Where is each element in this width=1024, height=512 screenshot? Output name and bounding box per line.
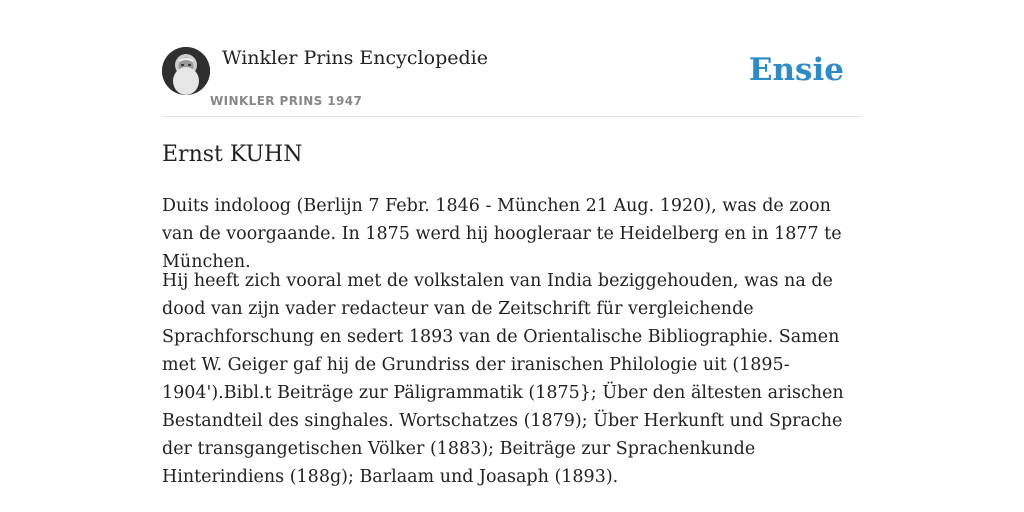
source-title[interactable]: Winkler Prins Encyclopedie (222, 47, 488, 69)
brand-logo[interactable]: Ensie (748, 52, 844, 88)
source-edition: WINKLER PRINS 1947 (210, 94, 363, 108)
content-container (162, 0, 862, 487)
article-title: Ernst KUHN (162, 142, 303, 167)
article-paragraph: Hij heeft zich vooral met de volkstalen van India beziggehouden, was na de dood van zijn vader redacteur van de Zeitschrift für vergleichende Sprachforschung en sedert 1893 van de Orientalische Bibliographie. Samen met W. Geiger gaf hij de Grundriss der iranischen Philologie uit (1895-1904').Bibl.t Beiträge zur Päligrammatik (1875}; Über den ältesten arischen Bestandteil des singhales. Wortschatzes (1879); Über Herkunft und Sprache der transgangetischen Völker (1883); Beiträge zur Sprachenkunde Hinterindiens (188g); Barlaam und Joasaph (1893). (162, 271, 844, 487)
bearded-man-portrait-icon (162, 47, 210, 95)
article-paragraph: Duits indoloog (Berlijn 7 Febr. 1846 - München 21 Aug. 1920), was de zoon van de voorgaande. In 1875 werd hij hoogleraar te Heidelberg en in 1877 te München. (162, 196, 842, 272)
author-avatar[interactable] (162, 47, 210, 95)
header (162, 0, 862, 117)
